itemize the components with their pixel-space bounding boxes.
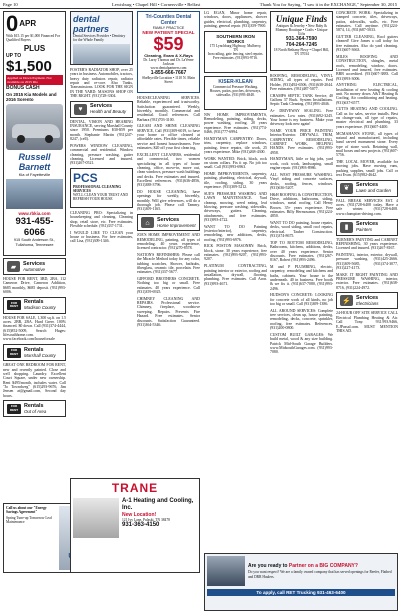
classified-ad: LG EGAN, Minor home repair, windows, doors, appliances, shower guides, electrical, plumbing, carpentry, painting, general repair. (931)359-7900.	[204, 11, 267, 29]
dental-partners-logo: dental partners	[73, 14, 110, 34]
classified-ad: I WOULD LIKE TO CLEAN your house or business. For free estimates, call Lisa, (931)309-1346.	[70, 230, 133, 244]
trucking-text: Do you want respect? We are a family owned company that has served openings for Reefer, Flatbed and DRR Haulers.	[248, 570, 392, 579]
house-icon: ⌂	[141, 217, 154, 228]
ac-unit-photo	[73, 498, 119, 538]
dealer-url: www.rbkia.com	[18, 211, 51, 217]
classified-ad: SUE'S PRESSURE WASHING AND LAWN MAINTENANCE. Yard cleanup, mowing, weed eating, leaf blowing, pressure washing, sidewalks, driveways, gutters. Cleaning, attachments, and free estimates. (931)993-4722.	[204, 191, 267, 222]
classified-ad: CONCRETE WORK: Specializing in stamped concrete, tiles, driveways, patios, sidewalks, walls, etc. Free estimates. Call anytime. (931)224-5874, 14, (931)687-5033.	[336, 11, 398, 33]
classified-ad: H&H ROOFING & CONSTRUCTION, Drive, additions, bathrooms, siding, windows, metal roofing. Call Henry Brown. 35+ years experience. Free estimates. Billy Hermosanos. (931)224-4850.	[270, 192, 333, 219]
classified-ad: M and P PLUMBING, electric, carpentry, remodeling and kitchens and baths, cabinets. Your house to the underneath. 40 in business. Free booth & we fix it. (931)637-7080, (931)993-2496.	[270, 264, 333, 291]
kiser-klean-ad	[204, 76, 267, 110]
classified-ad: ALL WEST PRESSURE WASHING. Vinyl siding and concrete surfaces, decks, roofing, fences, windows. (931)636-5207.	[270, 172, 333, 190]
classified-ad: RICK POSTON MASONRY: Brick, block, stone. 30 years experience, free estimates. (931)993-9207, (931)993-9207.	[204, 244, 267, 262]
classified-ad: HOME IMPROVEMENTS, carpentry, painting, plumbing, electrical, drywall, tile, roofing, siding. 30 years experience. (931)309-5212.	[204, 172, 267, 190]
classified-ad: HOUSE FOR RENT, 3BD, 2BA, 112 Cameron Drive, Cameron Addition, $685 monthly, $685 deposit. (931)993-6006.	[3, 277, 66, 295]
heading-rentals-marshall: FOR RENT Rentals Marshall County	[3, 344, 66, 361]
classified-ad: GLEAM AND SHINE CLEANING SERVICE, Call (931)309-6019, to have your home or office cleaned at affordable rates. Flexible times, reliable service and honest housecleaners. Free estimates; $20 off your first clean ing.	[137, 124, 200, 151]
dental-photo	[73, 44, 130, 65]
special-label: NEW PATIENT SPECIAL	[142, 30, 195, 35]
tri-counties-sub: FAMILY PRACTICE	[152, 26, 185, 30]
classified-ad: HUDSON'S CONCRETE: LOOKING for concrete work of all kinds, no job too big or small. Call (931)309-1386.	[270, 293, 333, 307]
up-to-label: UP TO	[6, 53, 22, 60]
classified-ad: PAINTING, interior, exterior, drywall, pressure washing. (931)425-2666. (931)309-5685, (931)374-3077, (931)227-4173.	[336, 252, 398, 270]
southern-iron-text: Iron railing, gate fencing, steel repairs. Free estimates. (931)993-9716.	[207, 51, 264, 61]
classified-ad: CLEANING PRO: Specializing in housekeeping and cleaning. Cleaning shop, retail store, etc. Free estimates. Flexible schedule. (931)337-1731.	[70, 211, 133, 229]
special-includes: Cleaning, Exam & X-Rays	[144, 53, 193, 58]
kia-apr-ad	[3, 11, 66, 256]
for-rent-tag: FOR RENT	[7, 348, 21, 358]
classified-ad: HANDYMAN CARPENTRY: Doors, trim, carpentry, replace windows, painting, fence repairs, tile work, 25 years experience. Mike (931)268-4300.	[204, 136, 267, 154]
a1-name: A-1 Heating and Cooling, Inc.	[122, 498, 194, 511]
heading-services-health: ♥ Services Health and Beauty	[70, 101, 133, 118]
trane-logo: TRANE	[111, 481, 159, 495]
column-1	[3, 11, 66, 551]
kia-models: On 2015 Kia Models and 2016 Sorento	[6, 92, 57, 103]
a1-address: 121 Ivy Lane, Pulaski, TN 38478	[122, 518, 170, 522]
tri-counties-name: Tri-Counties Dental Center	[145, 14, 192, 26]
classified-ad: TURNER'S PAINTING and CABINET REFINISHING, 30 years experience. Licensed and insured. (931)267-8167.	[336, 237, 398, 251]
classified-ad: FOSTER'S RADIATOR SHOP, over 25 years in business. Automobiles, tractors, heavy duty radiators repair, radiator repair and re-core. Also Tanks, Transmissions. LOOK FOR THE SIGN IN THE YARD: MASONS SHOP ON THE RIGHT. (931)728-3304.	[70, 68, 133, 99]
classified-ad: GUTTER CLEANING, Roof gutters cleaned! Give James a call today for free estimates. Also do yard cleaning. (931)607-3663.	[336, 35, 398, 53]
classified-ad: WANT TO DO Painting (exterior/interior), carpentry, remodeling, new additions, decks, roofing. (931)993-6976.	[204, 224, 267, 242]
dentists: Dr. Larry Thomas and Dr. LaVerne Jackson	[143, 58, 194, 67]
classified-ad: MAKE IT RIGHT PAINTING AND PRESSURE WASHING, interior, exterior. Free estimates. (931)638-8716, (931)224-4972.	[336, 272, 398, 290]
southern-iron-ad	[204, 31, 267, 73]
leaf-icon: ❦	[340, 183, 353, 194]
unique-finds-phone2: 704-264-7245	[285, 42, 318, 49]
classified-ad: NAME YOUR PRICE PAINTING Interior/Exterior. DRYWALL TRIM, CARPENTRY, REMODELING, CABINET WORK, HELPING HANDS. Free estimates. (931)993-4958.	[270, 128, 333, 155]
classified-ad: PLATINUM CONTRACTING, painting interior or exterior, roofing and installation, drywall, flooring, plumbing. Free estimates. Call Aron. (931)993-4671.	[204, 264, 267, 286]
a1-new-location: New Location!	[122, 512, 157, 518]
unique-finds-ad	[270, 11, 333, 71]
pcs-logo: PCS	[73, 171, 98, 186]
classified-ad: WORK WANTED: Brick, block, rock on storm collars. Fix it up. No job too small. Call (931)993-6963.	[204, 156, 267, 170]
classified-ad: CUTTS HEATING AND COOLING. Call us for sales, service installs. Best on change-outs, all type of repairs, master electrical and plumbing. 33 years experience. (931)607-4400.	[336, 107, 398, 129]
classified-ad: CHIMNEY CLEANING AND REPAIRS. Professional service. Chimney, fireplace, woodstove sweeping. Repairs. Prevents Fire Hazard. Free estimates. Senior discounts. Satisfaction Guaranteed. (931)364-5346.	[137, 296, 200, 327]
classified-ad: JOE'S HOME IMPROVEMENT AND REMODELING, painting, all types of remodeling. 40 years experience, licensed contractor. (931)270-8578.	[137, 233, 200, 251]
bonus-note: Applied as Down Payment. Not available on 2015 Rio	[6, 75, 63, 85]
classified-ad: TOP TO BOTTOM REMODELING, Bathrooms, kitchens, additions, decks, over 40 years experience. Senior discounts. Free estimates. (931)267-8167, Robert (931)993-2496.	[270, 240, 333, 263]
column-6	[336, 11, 398, 551]
dental-partners-sub: Dental Services Provider • Dentistry for the Whole Family	[73, 34, 126, 43]
classified-ad: FALL BREAK SERVICES EST. 4 acres. (931)728-6408 today. Have a safe winter. (931)728-6408. www.champion-driving.com.	[336, 198, 398, 216]
special-price: $59	[153, 34, 184, 54]
dealer-address: 915 South Anderson St., Tullahoma, Tennessee	[13, 238, 56, 247]
heart-icon: ♥	[74, 104, 87, 115]
classified-ad: THE LOCAL MOVER, available for moving jobs. Have moving vans, packing supplies, small jobs. Call or text Evan. (615)982-4642.	[336, 160, 398, 178]
southern-iron-address: 175 Lynchburg Highway, Mulberry, TN	[209, 43, 262, 52]
bonus-cash-amount: $1,500	[6, 58, 52, 76]
classified-ad: POWERS WINDOW CLEANING, commercial and residential. Window cleaning, pressure washing, gutter cleaning. Licensed and insured. (931)267-0521.	[70, 143, 133, 166]
classified-ad: ALL AROUND SERVICES: Complete tree services, clean up, house painting, remodeling, decks, concrete, sprinkler, roofing, free estimates. References. (931)200-0800.	[270, 308, 333, 331]
classified-ad: ROOFING, REMODELING, VINYL SIDING, all types of repairs. Fred Holder, (931)492-6506, (931)638-2044. Free estimates. (931)487-5077.	[270, 74, 333, 92]
car-photo	[6, 104, 63, 150]
for-rent-tag: FOR RENT	[7, 404, 21, 414]
classified-ad: CUSTOM BUILT GARAGES: We build metal, wood & any size building. Patrick Mid-South Garage Builders. www.MidsouthGarages.com. (931)993-7080.	[270, 332, 333, 355]
column-3	[137, 11, 200, 551]
classified-ad: MILES ROOFING AND CONSTRUCTION, shingles, metal roofs, remodeling, window, doors. Licensed and insured, free estimates. BBB accredited. (931)607-3883. Call (931)993-3006.	[336, 54, 398, 81]
classified-ad: A+ DRIVEWAY SEALING. Free estimates. Low rates. (931)692-3245. Your home is my business. Make your driveway look new again!	[270, 109, 333, 127]
classified-ad: 24-HOUR OFF SITE SERVICE CALL Electrical Plumbing Heating & Air. Call Tony. 931.993.9466, E.JPassal.com. MUST MENTION THIS AD.	[336, 311, 398, 333]
dental-url: www.dentalpartners.com	[150, 66, 187, 71]
heading-services-home: ⌂ Services Home Improvement	[137, 214, 200, 231]
southern-iron-name: SOUTHERN IRON WORKS	[216, 33, 255, 44]
pcs-text: WE'LL CLEAN YOUR TRUST AND REFRESH YOUR HOUSE	[73, 193, 128, 202]
apr-rate: 0	[6, 11, 19, 36]
heading-services-electricians: ⚡ Services Electricians	[336, 292, 398, 309]
heading-rentals-madison: FOR RENT Rentals Madison County	[3, 297, 66, 314]
classified-ad: HOUSECLEANING SERVICES. Reliable, experienced and trustworthy. Satisfaction guaranteed. Weekly, biweekly, monthly. Commercial and residential. Good references. Call Barbara (931)703-3100.	[137, 96, 200, 122]
dental-phone: 1-855-666-7667	[150, 70, 187, 77]
bonus-label: BONUS CASH	[6, 85, 40, 92]
car-icon: ▰	[7, 261, 20, 272]
unique-finds-address: 18 North Bethany Pkwy • Chapel Hill, TN 37034	[273, 48, 330, 57]
trucking-headline: Are you ready to	[248, 563, 289, 570]
classified-ad: DO HOUSE CLEANING, have openings for weekly, biweekly, monthly. Will give references, will do a thorough job. Please call Tammy. (931)309-1165.	[137, 190, 200, 212]
pcs-sub: PROFESSIONAL CLEANING SERVICES	[73, 185, 122, 194]
heading-services-lawn: ❦ Services Lawn and Garden	[336, 180, 398, 197]
trucking-apply: To apply, call RET Trucking 931-463-6400	[207, 589, 395, 596]
column-2	[70, 11, 133, 501]
car-wheel	[17, 135, 25, 143]
dealer-phone: 931-455-6066	[15, 216, 54, 239]
apr-unit: APR	[19, 19, 37, 28]
paper-name: Lewisburg • Chapel Hill • Cornersville • Belfast	[112, 2, 201, 7]
lightning-icon: ⚡	[340, 295, 353, 306]
paint-roller-icon: ▮	[340, 222, 353, 233]
kiser-klean-text: Commercial Pressure Washing. Houses, patios, porches, driveways, sidewalks. (931)993-4848.	[209, 84, 262, 97]
unstoppable-spring: Spring Tune-up Tomorrow Leaf Maintenance	[6, 516, 52, 525]
classified-ad: GIFFORD BROTHERS CONCRETE. Nothing too big or small. Free estimates. 40 years experience. Call (931)359-6925.	[137, 277, 200, 295]
page-number: Page 10	[3, 2, 18, 7]
classified-ad: CHAMPS SEPTIC TANK Service, 40 Gallons 37 Back. System Installations. Septic Tank Cleaning. (931)993-4046.	[270, 93, 333, 107]
heading-services-painters: ▮ Services Painters	[336, 219, 398, 236]
a1-heating-ad	[70, 478, 200, 573]
classified-ad: MCMAHAN'S STONE, all types of natural and manufactured, including hand carved monument stone. Every type of stone work. Retaining wall, mail boxes and new projects. (931)607-5756.	[336, 131, 398, 158]
a1-phone: 931-363-4150	[122, 522, 160, 529]
unique-finds-sub: Antiques & Jewelry • New Baby & Mommy Boutique • Crafts • Unique Gifts	[275, 24, 328, 37]
pcs-ad	[70, 168, 133, 208]
dental-partners-ad	[70, 11, 133, 65]
classified-ad: HOUSE FOR SALE, 1,300 sq.ft. on 1.5 acres. 2BR, 2BA. Hurd Greer. 100% financed. $0 down. Call (931)374-4444, (615)852-5009, Search Huges: lifesouthhome.com. www.facebook.com/houseforsale	[3, 315, 66, 342]
car-wheel	[45, 135, 53, 143]
page-tagline: Thank You for Saying, "I saw it in the EXCHANGE," September 30, 2015	[259, 2, 397, 7]
classified-ad: HANDYMAN, little or big jobs, yard work, rock work, landscaping, small engine repair. (931)993-8986.	[270, 157, 333, 171]
classified-ad: NATION'S REFINISHER: Please call the Miracle Method today for any color, tubbing scratches, Shower, bathtubs, fiberglass, ceramic tile, porcelain. Free estimates. (931)337-5677.	[137, 252, 200, 275]
tri-counties-dental-ad	[137, 11, 200, 93]
truck-photo	[207, 556, 245, 586]
kiser-klean-name: KISER-KLEAN	[218, 78, 253, 85]
unique-finds-title: Unique Finds	[275, 14, 328, 24]
page-header	[0, 0, 400, 9]
plus-label: PLUS	[23, 44, 46, 54]
heading-services-automotive: ▰ Services Automotive	[3, 258, 66, 275]
column-5	[270, 11, 333, 551]
classified-ad: WANT TO DO painting, house repairs, decks, wood siding, small roof repairs, electrical. Tauber Construction. (931)374-8675.	[270, 221, 333, 239]
dealership-photo	[6, 179, 63, 209]
dealer-sub: Kia of Fayetteville	[18, 172, 51, 178]
heading-rentals-other: FOR RENT Rentals Out of Area	[3, 400, 66, 417]
dealer-name: Russell Barnett	[18, 152, 51, 173]
classified-ad: GREAT ONE BEDROOM FOR RENT, new and recently painted. Close and well shopping. Laundry. Excellent Court Square, under new ownership. Rent $495/month, includes water. Call "Jo Towndweg" (615)293-9676, Jim Jensen at@gmail.com, Second day hours.	[3, 363, 66, 398]
classified-ad: EXCELLENT CLEANERS, residential and commercial, two women specializing in all types of house cleaning, office, move-in, move out, clean windows, pressure wash buildings and decks. Free estimates and insured. Excellent references. (931)636-4856, (931)388-3796.	[137, 152, 200, 188]
classified-ad: ANYTHING ELECTRICAL, Installation of new heating & cooling unit. No money down. A&T Heating & Cooling, Air conditioning and heating. (931)637-6577.	[336, 83, 398, 105]
classified-ad: NW HOME IMPROVEMENTS, Remodeling, painting, siding, decks, power washing, roofing. 20 years experience. Free estimates. (931)774-0466, (931)777-6994.	[204, 112, 267, 135]
trucking-headline-2: Partner on a BIG COMPANY?	[288, 563, 358, 570]
for-rent-tag: FOR RENT	[7, 300, 21, 310]
trucking-ad	[204, 553, 398, 611]
classified-ad: DENTAL, VISION AND HEARING INSURANCE, serving Marshall County since 1950. Premiums $30-$59 per month. Stephanie Martin (931)247-8247, (cell).	[70, 119, 133, 142]
column-4	[204, 11, 267, 551]
unique-finds-phone1: 931-364-7590	[285, 36, 318, 43]
unstoppable-intro: Call us about our "Energy Savings Agreement"	[6, 506, 47, 515]
apr-text: With $15.15 per $1,000 Financed For Qualified Buyers	[6, 34, 61, 43]
dental-address: Shelbyville Location • 1110 N. Main Street	[142, 76, 195, 85]
